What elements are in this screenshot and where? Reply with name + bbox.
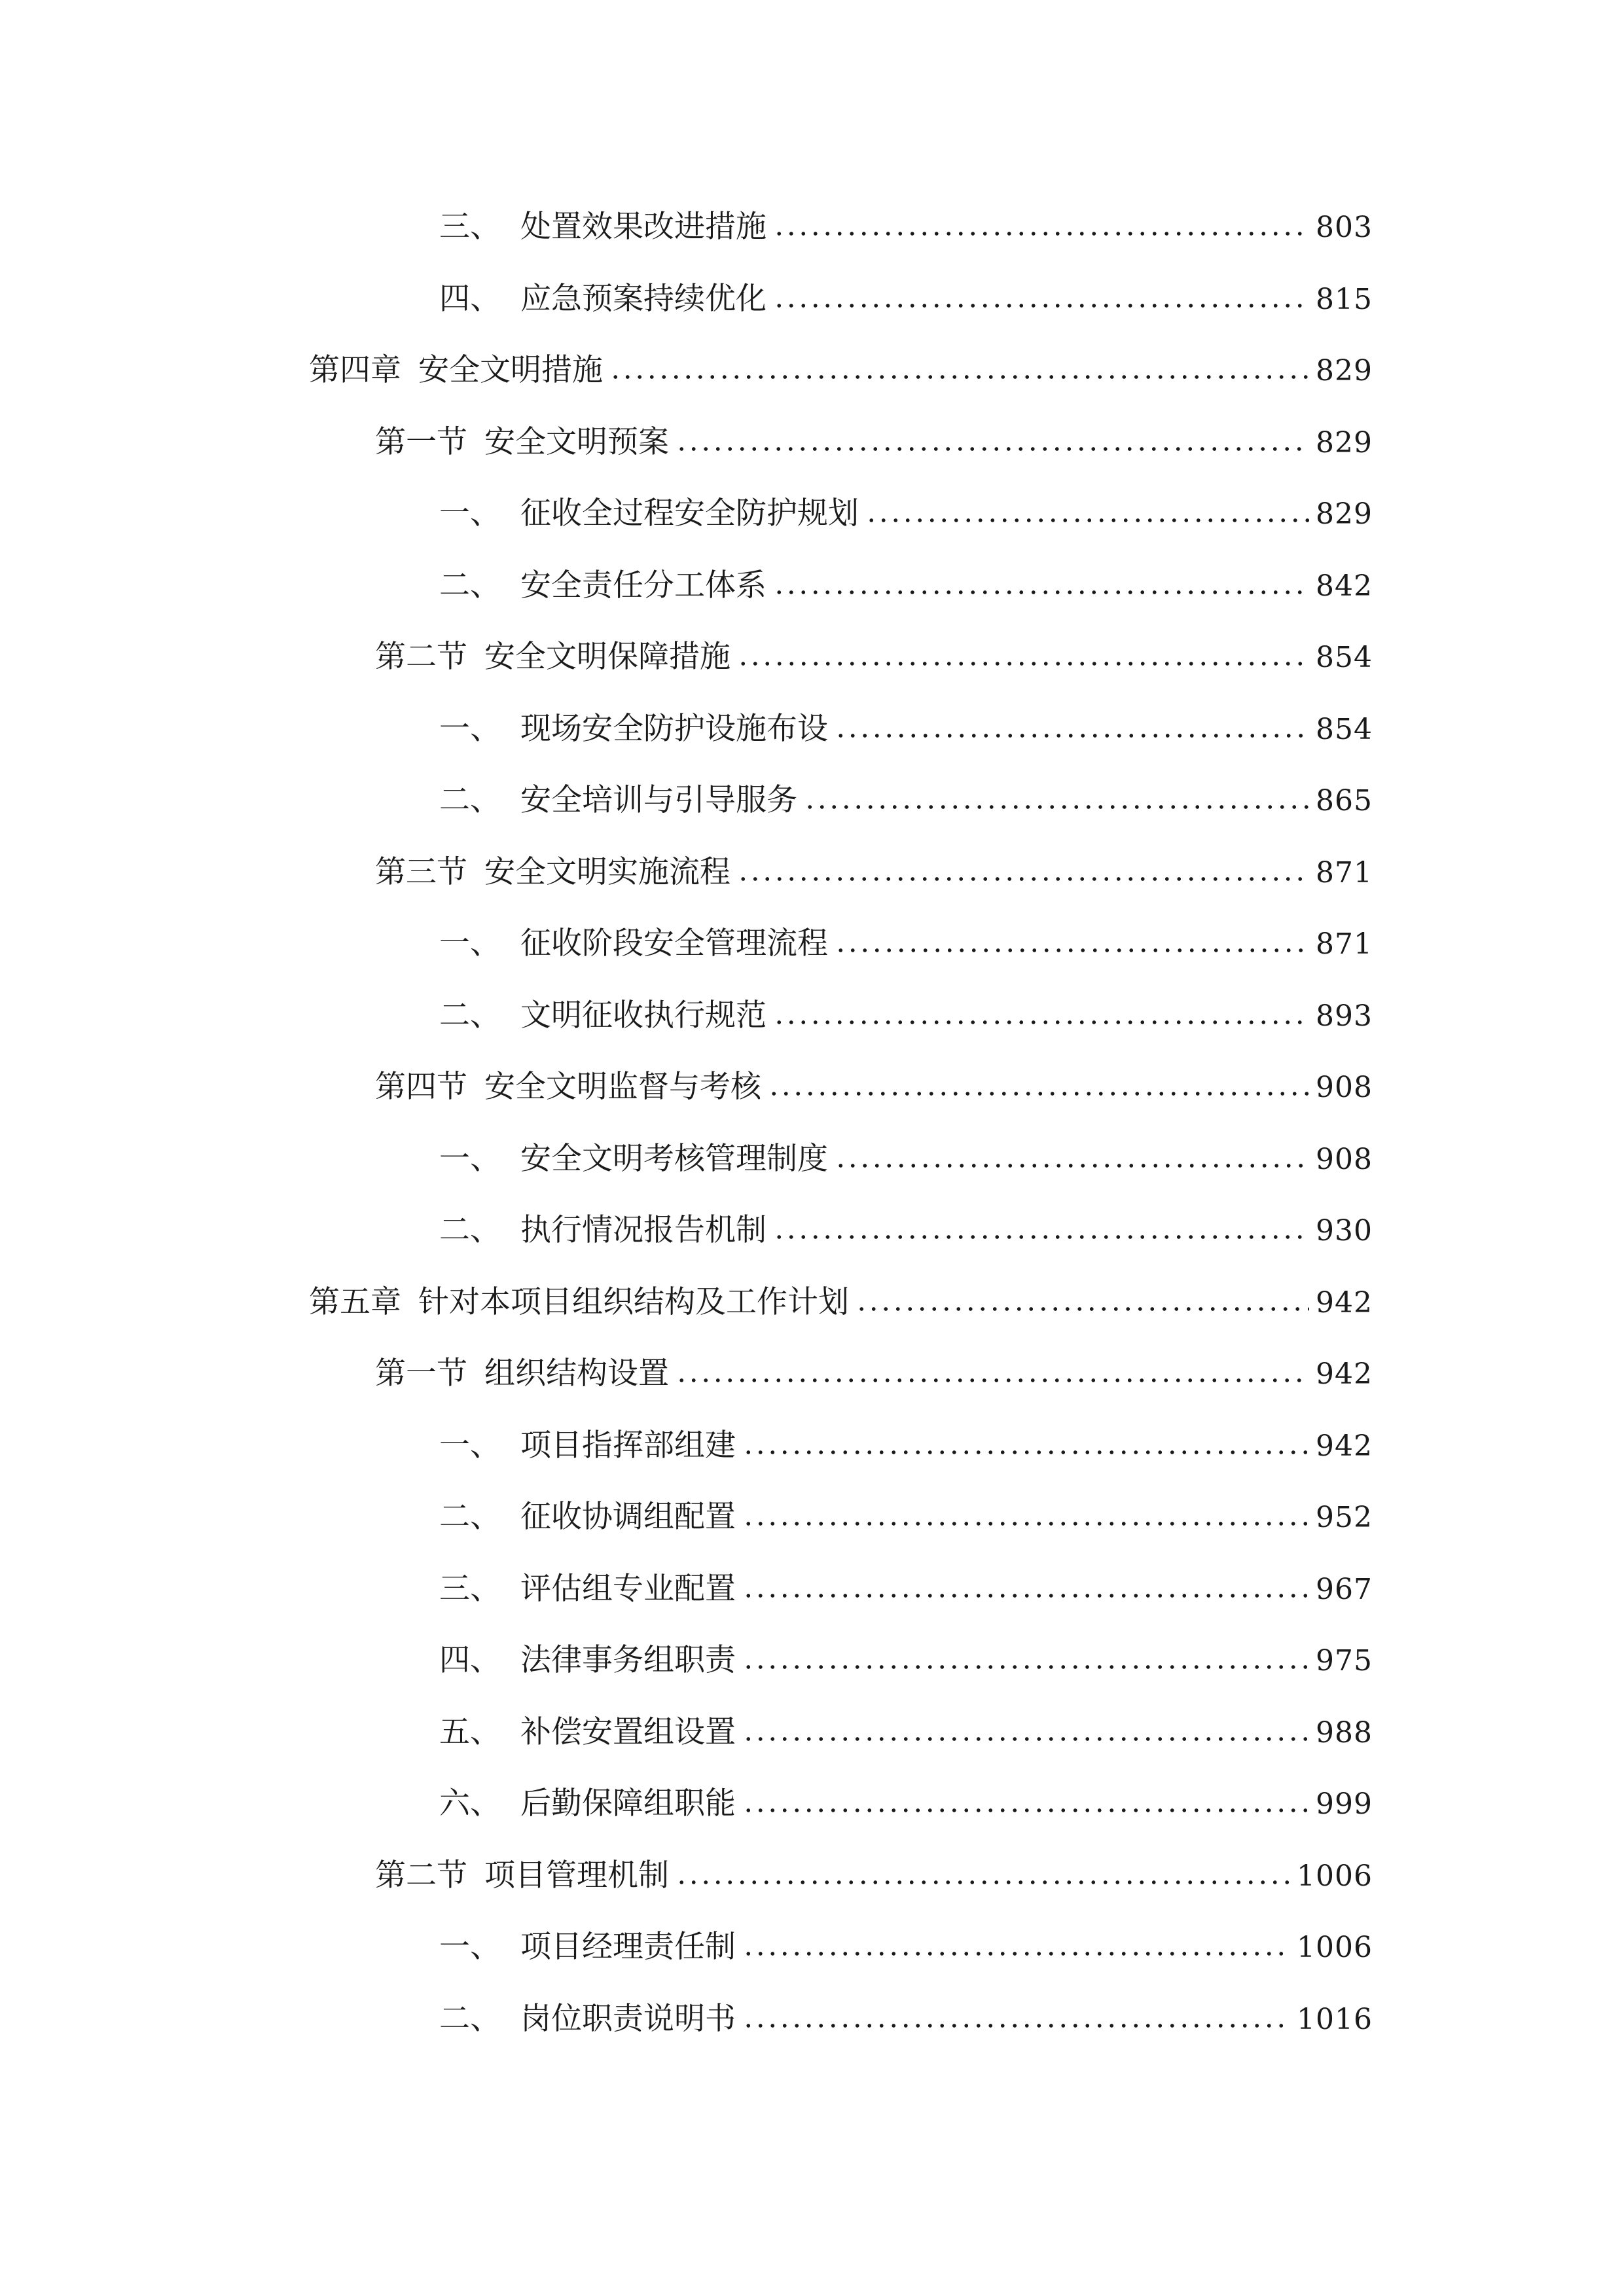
toc-entry-title: 安全文明保障措施 <box>484 639 731 675</box>
toc-entry-page-number: 942 <box>1316 1429 1373 1463</box>
toc-entry-number: 一、 <box>439 925 501 961</box>
toc-entry[interactable] <box>439 1910 1373 1965</box>
toc-entry-number: 二、 <box>439 782 501 818</box>
toc-dot-leader <box>835 733 1309 738</box>
toc-entry[interactable] <box>439 906 1373 959</box>
toc-dot-leader <box>742 1664 1309 1670</box>
toc-entry-number: 第四节 <box>375 1069 467 1105</box>
toc-entry-page-number: 1016 <box>1297 2002 1373 2036</box>
toc-dot-leader <box>773 303 1309 308</box>
toc-entry-title: 文明征收执行规范 <box>520 997 767 1033</box>
toc-entry-title: 后勤保障组职能 <box>520 1785 736 1821</box>
toc-entry[interactable] <box>309 1265 1373 1318</box>
toc-entry-title: 安全文明实施流程 <box>484 853 731 890</box>
toc-dot-leader <box>609 374 1309 380</box>
toc-entry[interactable] <box>375 405 1373 460</box>
toc-entry[interactable] <box>439 190 1373 245</box>
toc-dot-leader <box>742 2023 1290 2028</box>
toc-dot-leader <box>865 518 1309 523</box>
toc-entry-page-number: 1006 <box>1297 1859 1373 1893</box>
toc-dot-leader <box>856 1306 1309 1312</box>
toc-entry-number: 六、 <box>439 1785 501 1821</box>
toc-dot-leader <box>742 1951 1290 1956</box>
toc-dot-leader <box>773 1020 1309 1025</box>
toc-entry-page-number: 829 <box>1316 497 1373 531</box>
toc-entry-number: 一、 <box>439 1929 501 1965</box>
toc-dot-leader <box>742 1736 1309 1742</box>
toc-entry-title: 安全文明措施 <box>418 352 603 388</box>
toc-entry-number: 第一节 <box>375 1355 467 1391</box>
toc-entry-page-number: 854 <box>1316 712 1373 746</box>
toc-entry-title: 组织结构设置 <box>484 1355 669 1391</box>
toc-dot-leader <box>742 1450 1309 1455</box>
toc-entry-number: 一、 <box>439 495 501 531</box>
toc-entry-page-number: 815 <box>1316 282 1373 316</box>
toc-entry[interactable] <box>439 1408 1373 1461</box>
toc-entry-page-number: 854 <box>1316 641 1373 674</box>
toc-dot-leader <box>676 1880 1290 1885</box>
toc-entry-title: 安全文明预案 <box>484 423 669 460</box>
toc-entry-title: 针对本项目组织结构及工作计划 <box>418 1283 849 1320</box>
toc-entry[interactable] <box>439 763 1373 816</box>
toc-entry[interactable] <box>439 262 1373 317</box>
toc-entry[interactable] <box>375 620 1373 675</box>
toc-entry-page-number: 893 <box>1316 999 1373 1033</box>
toc-entry-title: 征收阶段安全管理流程 <box>520 925 828 961</box>
toc-entry[interactable] <box>375 1050 1373 1105</box>
toc-entry[interactable] <box>375 1839 1373 1891</box>
toc-entry-title: 安全责任分工体系 <box>520 567 767 603</box>
toc-dot-leader <box>835 948 1309 953</box>
toc-entry-title: 项目管理机制 <box>484 1857 669 1893</box>
toc-entry-number: 四、 <box>439 280 501 317</box>
toc-entry-number: 四、 <box>439 1642 501 1678</box>
toc-entry-number: 二、 <box>439 1499 501 1535</box>
toc-entry-number: 一、 <box>439 710 501 747</box>
toc-entry-number: 二、 <box>439 2000 501 2037</box>
toc-dot-leader <box>768 1091 1309 1096</box>
toc-entry-page-number: 865 <box>1316 784 1373 817</box>
toc-entry-page-number: 1006 <box>1297 1931 1373 1964</box>
toc-entry-title: 项目指挥部组建 <box>520 1427 736 1463</box>
toc-entry-title: 征收协调组配置 <box>520 1499 736 1535</box>
toc-entry-title: 处置效果改进措施 <box>520 209 767 245</box>
toc-entry-number: 第三节 <box>375 853 467 890</box>
toc-dot-leader <box>773 1234 1309 1240</box>
toc-dot-leader <box>773 231 1309 236</box>
toc-dot-leader <box>742 1808 1309 1813</box>
toc-entry[interactable] <box>439 1767 1373 1819</box>
toc-entry-page-number: 908 <box>1316 1071 1373 1104</box>
toc-entry-title: 征收全过程安全防护规划 <box>520 495 859 531</box>
toc-entry-number: 第二节 <box>375 1857 467 1893</box>
toc-entry-number: 一、 <box>439 1140 501 1177</box>
toc-entry[interactable] <box>375 1336 1373 1389</box>
toc-entry-number: 一、 <box>439 1427 501 1463</box>
toc-entry-page-number: 803 <box>1316 211 1373 244</box>
toc-entry-page-number: 930 <box>1316 1214 1373 1247</box>
toc-entry[interactable] <box>439 1623 1373 1676</box>
toc-entry-page-number: 871 <box>1316 855 1373 889</box>
toc-entry-number: 二、 <box>439 567 501 603</box>
toc-entry-number: 三、 <box>439 1570 501 1607</box>
toc-entry-title: 项目经理责任制 <box>520 1929 736 1965</box>
toc-entry-page-number: 967 <box>1316 1572 1373 1606</box>
toc-entry-title: 法律事务组职责 <box>520 1642 736 1678</box>
toc-entry[interactable] <box>439 692 1373 747</box>
toc-dot-leader <box>676 1378 1309 1383</box>
toc-dot-leader <box>676 446 1309 452</box>
toc-entry-page-number: 999 <box>1316 1787 1373 1821</box>
toc-entry-page-number: 942 <box>1316 1285 1373 1319</box>
toc-entry-page-number: 842 <box>1316 569 1373 603</box>
toc-entry-page-number: 942 <box>1316 1357 1373 1391</box>
toc-entry[interactable] <box>439 1193 1373 1246</box>
toc-entry[interactable] <box>439 1552 1373 1607</box>
toc-dot-leader <box>737 876 1309 882</box>
toc-entry-title: 应急预案持续优化 <box>520 280 767 317</box>
toc-dot-leader <box>737 661 1309 666</box>
toc-entry-title: 岗位职责说明书 <box>520 2000 736 2037</box>
toc-entry-title: 评估组专业配置 <box>520 1570 736 1607</box>
toc-entry-title: 补偿安置组设置 <box>520 1713 736 1750</box>
toc-entry-title: 安全培训与引导服务 <box>520 782 797 818</box>
toc-entry-page-number: 871 <box>1316 927 1373 961</box>
toc-dot-leader <box>742 1593 1309 1598</box>
toc-entry[interactable] <box>309 333 1373 386</box>
toc-dot-leader <box>835 1163 1309 1168</box>
toc-entry[interactable] <box>439 1480 1373 1535</box>
toc-entry[interactable] <box>439 1982 1373 2037</box>
toc-entry-number: 第四章 <box>309 352 401 388</box>
toc-entry-number: 第五章 <box>309 1283 401 1320</box>
toc-dot-leader <box>742 1521 1309 1526</box>
toc-entry-title: 执行情况报告机制 <box>520 1212 767 1248</box>
toc-entry[interactable] <box>439 978 1373 1031</box>
toc-entry-page-number: 908 <box>1316 1142 1373 1176</box>
toc-entry-number: 第一节 <box>375 423 467 460</box>
toc-entry[interactable] <box>439 1122 1373 1177</box>
toc-entry-title: 安全文明考核管理制度 <box>520 1140 828 1177</box>
toc-entry[interactable] <box>439 1695 1373 1748</box>
toc-entry-number: 二、 <box>439 1212 501 1248</box>
toc-entry[interactable] <box>439 476 1373 529</box>
toc-entry-title: 现场安全防护设施布设 <box>520 710 828 747</box>
toc-entry-number: 二、 <box>439 997 501 1033</box>
toc-entry-number: 五、 <box>439 1713 501 1750</box>
toc-entry-page-number: 988 <box>1316 1715 1373 1749</box>
toc-dot-leader <box>804 804 1309 810</box>
toc-entry-number: 三、 <box>439 209 501 245</box>
toc-entry-page-number: 829 <box>1316 354 1373 387</box>
toc-entry-page-number: 829 <box>1316 425 1373 459</box>
toc-entry-page-number: 952 <box>1316 1501 1373 1534</box>
toc-entry[interactable] <box>439 548 1373 601</box>
toc-entry[interactable] <box>375 835 1373 888</box>
toc-dot-leader <box>773 590 1309 595</box>
toc-entry-page-number: 975 <box>1316 1644 1373 1677</box>
toc-entry-number: 第二节 <box>375 639 467 675</box>
toc-entry-title: 安全文明监督与考核 <box>484 1069 761 1105</box>
